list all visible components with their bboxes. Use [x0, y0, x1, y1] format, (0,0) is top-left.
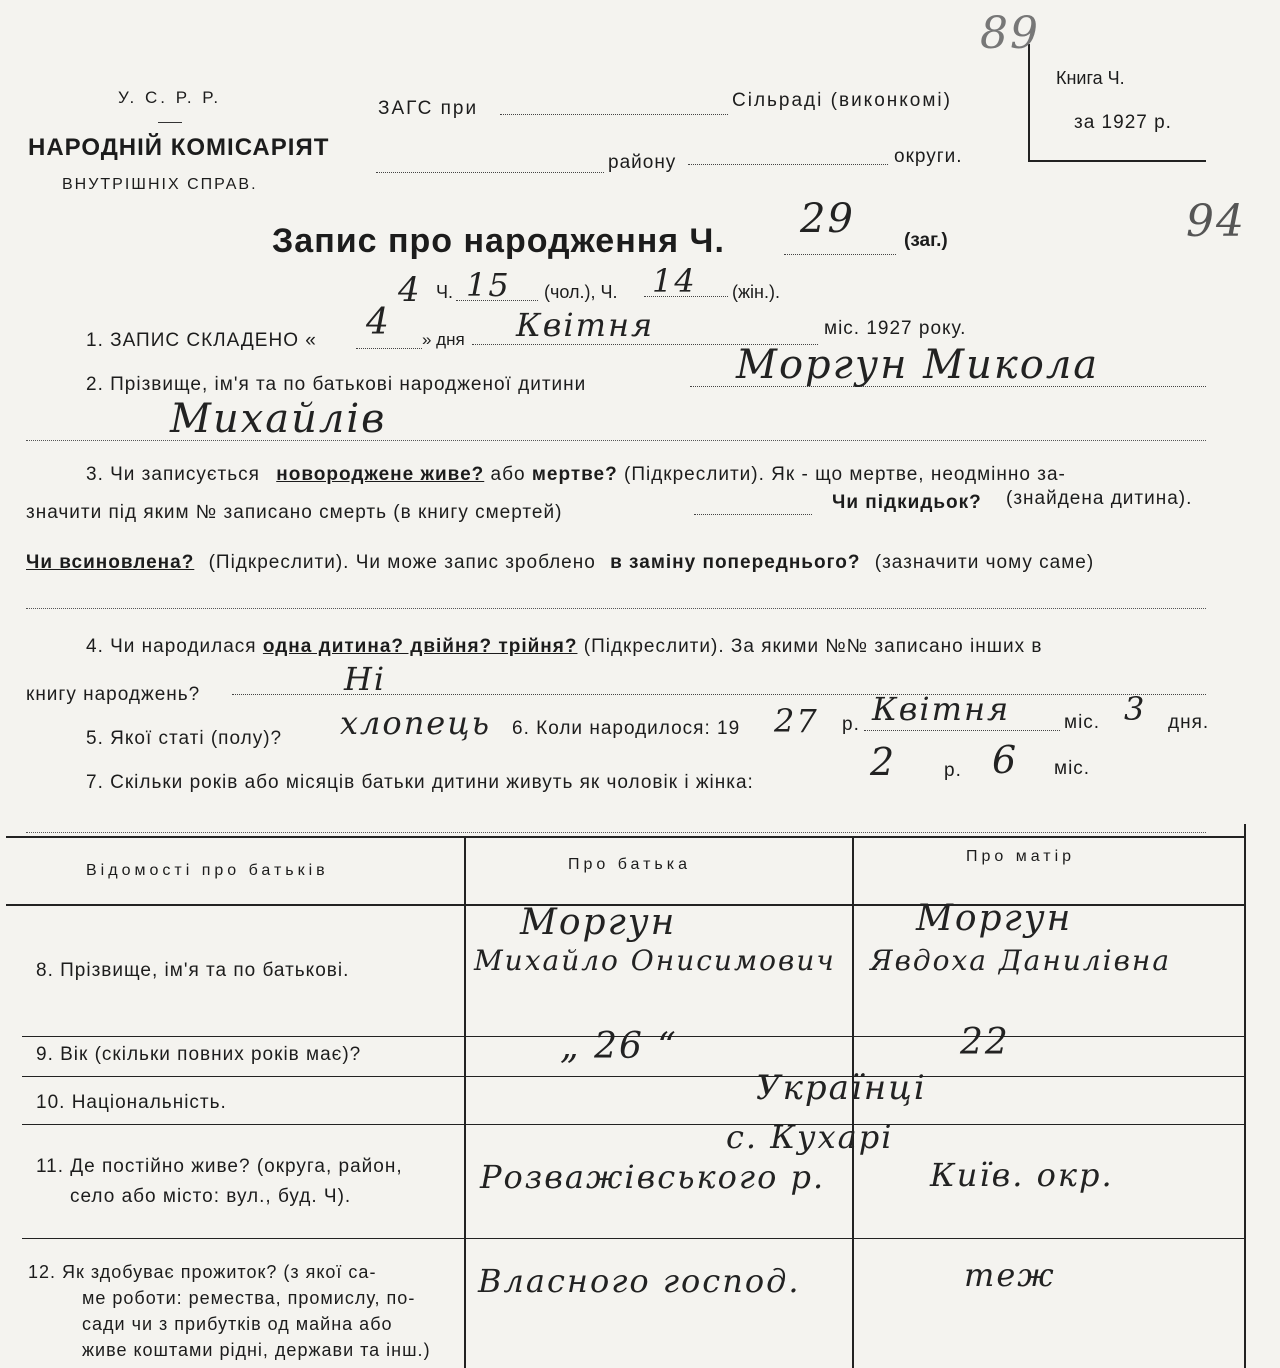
female-label: (жін.). [732, 282, 780, 302]
row8-mother-name: Явдоха Данилівна [870, 944, 1172, 977]
female-number: 14 [652, 262, 697, 300]
item1-day-blank [356, 348, 422, 349]
item7-years: 2 [870, 740, 897, 784]
item7-blank-line [26, 832, 1206, 833]
item3-line2 [26, 502, 562, 524]
item1-month: Квітня [516, 306, 655, 344]
row10-label: 10. Національність. [36, 1092, 227, 1113]
book-label: Книга Ч. [1056, 68, 1125, 88]
raion-blank [376, 172, 604, 173]
item4-options: одна дитина? двійня? трійня? [262, 636, 578, 657]
item4-label [86, 636, 1042, 658]
item2-second-line [26, 440, 1206, 441]
title-number: 29 [800, 196, 855, 242]
item3-dead: мертве? [531, 464, 618, 485]
table-header-mother: Про матір [966, 848, 1076, 865]
item4-part1: 4. Чи народилася [86, 636, 257, 657]
row11-mother-okruha: Київ. окр. [930, 1156, 1114, 1194]
table-row11-rule [22, 1238, 1246, 1239]
item7-r: р. [944, 760, 962, 781]
ussr-label: У. С. Р. Р. [118, 88, 222, 107]
item3-or: або [490, 464, 526, 485]
item4-line2: книгу народжень? [26, 684, 201, 705]
item1-label: 1. ЗАПИС СКЛАДЕНО « [86, 330, 317, 351]
item3-foundling: Чи підкидьок? [832, 492, 982, 513]
item4-part2: (Підкреслити). За якими №№ записано інших в [583, 636, 1043, 657]
item3-death-blank [694, 514, 812, 515]
item3-alive: новороджене живе? [276, 464, 485, 485]
row8-mother-surname: Моргун [916, 898, 1073, 939]
commissariat-label: НАРОДНІЙ КОМІСАРІЯТ [28, 134, 330, 161]
internal-affairs-label: ВНУТРІШНІХ СПРАВ. [62, 176, 258, 193]
row12-label-2: ме роботи: ремества, промислу, по- [82, 1288, 416, 1308]
table-right-edge [1244, 824, 1246, 1368]
item3-part1: 3. Чи записується [86, 464, 260, 485]
item3-part3: (Підкреслити). Як - що мертве, неодмінно за- [624, 464, 1066, 485]
row9-label: 9. Вік (скільки повних років має)? [36, 1044, 362, 1065]
item6-month: Квітня [872, 690, 1011, 728]
male-label: (чол.), Ч. [544, 282, 618, 302]
row9-mother-age: 22 [960, 1022, 1010, 1063]
zags-prefix: ЗАГС при [378, 98, 479, 119]
table-col-divider-1 [464, 836, 466, 1368]
item3-line3-b: (Підкреслити). Чи може запис зроблено [208, 552, 596, 573]
item6-label: 6. Коли народилося: 19 [512, 718, 741, 739]
item6-day: 3 [1124, 690, 1147, 728]
row12-mother-occupation: теж [964, 1256, 1056, 1294]
item5-answer: хлопець [340, 704, 491, 742]
item3-line3 [26, 552, 1094, 574]
item6-r: р. [842, 714, 860, 735]
table-header-info: Відомості про батьків [86, 862, 329, 879]
item3-label [86, 464, 1066, 486]
item6-mis: міс. [1064, 712, 1101, 733]
item7-mis: міс. [1054, 758, 1091, 779]
book-box-left [1028, 44, 1030, 162]
raion-label: району [608, 152, 677, 173]
sub-ch-label: Ч. [436, 282, 453, 302]
row12-father-occupation: Власного господ. [478, 1262, 801, 1300]
corner-mark-2: 94 [1186, 196, 1246, 247]
row10-nationality: Українці [756, 1068, 927, 1108]
item1-suffix: міс. 1927 року. [824, 318, 967, 339]
document-title: Запис про народження Ч. [272, 222, 725, 260]
item2-name-2: Михайлів [170, 396, 387, 442]
title-number-blank [784, 254, 896, 255]
table-row9-rule [22, 1076, 1246, 1077]
title-total-label: (заг.) [904, 230, 948, 251]
corner-mark-1: 89 [980, 8, 1040, 59]
row12-label-4: живе коштами рідні, держави та інш.) [82, 1340, 431, 1360]
table-top [6, 836, 1246, 838]
book-year: за 1927 р. [1074, 112, 1172, 133]
zags-blank [500, 114, 728, 115]
row11-label-1: 11. Де постійно живе? (округа, район, [36, 1156, 403, 1177]
row12-label-1: 12. Як здобуває прожиток? (з якої са- [28, 1262, 377, 1282]
row8-label: 8. Прізвище, ім'я та по батькові. [36, 960, 350, 981]
okruha-blank [688, 164, 888, 165]
book-box-bottom [1028, 160, 1206, 162]
row11-village: с. Кухарі [726, 1118, 894, 1156]
row8-father-name: Михайло Онисимович [474, 944, 836, 977]
row11-label-2: село або місто: вул., буд. Ч). [70, 1186, 352, 1207]
okruha-label: округи. [894, 146, 963, 167]
item7-months: 6 [992, 738, 1019, 782]
item1-day: 4 [366, 302, 391, 343]
item3-replacement: в заміну попереднього? [610, 552, 861, 573]
item3-line3-d: (зазначити чому саме) [874, 552, 1095, 573]
item3-foundling-note: (знайдена дитина). [1006, 488, 1193, 509]
row8-father-surname: Моргун [520, 902, 677, 943]
item3-blank-line [26, 608, 1206, 609]
item3-adopted: Чи всиновлена? [26, 552, 195, 573]
row11-father-district: Розважівського р. [480, 1158, 826, 1196]
male-number: 15 [466, 266, 511, 304]
table-header-father: Про батька [568, 856, 691, 873]
margin-note: 4 [398, 270, 422, 310]
male-number-blank [456, 300, 538, 301]
item5-label: 5. Якої статі (полу)? [86, 728, 283, 749]
row9-father-age: „ 26 “ [560, 1026, 678, 1067]
row12-label-3: сади чи з прибутків од майна або [82, 1314, 393, 1334]
item2-name-1: Моргун Микола [736, 342, 1100, 388]
zags-suffix: Сільраді (виконкомі) [732, 90, 952, 111]
item6-month-blank [864, 730, 1060, 731]
item1-day-label: » дня [422, 330, 465, 349]
item6-dnia: дня. [1168, 712, 1210, 733]
item6-year: 27 [774, 702, 819, 740]
item3-line2-a: значити під яким № записано смерть (в книгу смертей) [26, 502, 563, 523]
divider [158, 122, 182, 123]
item4-answer: Ні [344, 660, 387, 698]
item2-label: 2. Прізвище, ім'я та по батькові народженої дитини [86, 374, 587, 395]
table-row10-rule [22, 1124, 1246, 1125]
item7-label: 7. Скільки років або місяців батьки дитини живуть як чоловік і жінка: [86, 772, 754, 793]
